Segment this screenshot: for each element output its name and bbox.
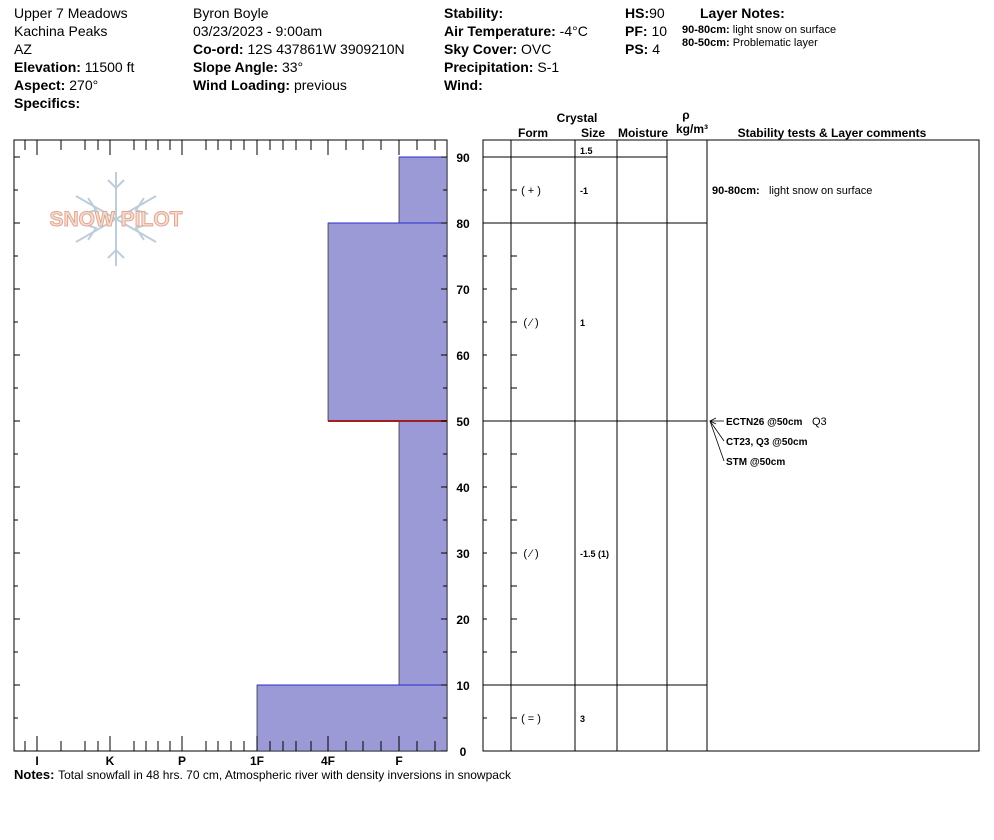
- layer-size-1: -1: [580, 186, 589, 196]
- observation-datetime: 03/23/2023 - 9:00am: [193, 23, 323, 39]
- precip-label: Precipitation:: [444, 59, 534, 75]
- wind-loading-value: previous: [293, 77, 347, 93]
- stability-test-result-3: STM @50cm: [726, 457, 786, 468]
- elevation-value: 11500 ft: [84, 59, 135, 75]
- hardness-layer-bar-2: [328, 223, 447, 421]
- ps-value: 4: [652, 41, 661, 57]
- aspect-label: Aspect:: [14, 77, 66, 93]
- layer-form-4: ( = ): [521, 713, 541, 725]
- layer-size-3: -1.5 (1): [580, 549, 610, 559]
- layer-form-3: ( ⁄ ): [523, 548, 539, 560]
- stability-test-leader-2: [710, 421, 724, 441]
- observer-name: Byron Boyle: [193, 5, 269, 21]
- y-tick-label-60: 60: [456, 349, 470, 363]
- y-tick-label-30: 30: [456, 547, 470, 561]
- sky-value: OVC: [521, 41, 552, 57]
- top-size-label: 1.5: [580, 146, 593, 156]
- stability-test-leader-3: [710, 421, 724, 461]
- hs-label: HS:: [625, 5, 650, 21]
- coord-label: Co-ord:: [193, 41, 244, 57]
- header-rho: ρ: [682, 108, 690, 122]
- layer-comment-text: light snow on surface: [769, 185, 873, 197]
- x-tick-label-F: F: [395, 754, 403, 768]
- header-comments: Stability tests & Layer comments: [737, 126, 927, 140]
- state-name: AZ: [14, 41, 32, 57]
- pf-label: PF:: [625, 23, 648, 39]
- layer-size-2: 1: [580, 318, 586, 328]
- x-tick-label-P: P: [177, 754, 187, 768]
- layer-form-2: ( ⁄ ): [523, 317, 539, 329]
- layer-notes-title-text: Layer Notes:: [700, 5, 785, 21]
- air-temp-label: Air Temperature:: [444, 23, 556, 39]
- elevation-label: Elevation:: [14, 59, 81, 75]
- stability-test-result-1: ECTN26 @50cm: [726, 417, 803, 428]
- y-tick-label-80: 80: [456, 217, 470, 231]
- layer-note-1-text: light snow on surface: [732, 24, 837, 36]
- stability-test-result-2: CT23, Q3 @50cm: [726, 437, 808, 448]
- y-tick-label-50: 50: [456, 415, 470, 429]
- aspect-value: 270°: [69, 77, 99, 93]
- notes-row: [14, 767, 511, 782]
- precip-value: S-1: [537, 59, 560, 75]
- layer-form-1: ( + ): [521, 185, 541, 197]
- y-tick-label-10: 10: [456, 679, 470, 693]
- hs-value: 90: [649, 5, 665, 21]
- wind-loading-label: Wind Loading:: [193, 77, 291, 93]
- y-tick-label-40: 40: [456, 481, 470, 495]
- slope-label: Slope Angle:: [193, 59, 279, 75]
- notes-value: Total snowfall in 48 hrs. 70 cm, Atmospheric river with density inversions in snowpack: [58, 768, 511, 782]
- snowpilot-logo-text: SNOW PILOT: [49, 208, 183, 231]
- hardness-layer-bar-3: [399, 421, 447, 685]
- wind-label: Wind:: [444, 77, 483, 93]
- header-moisture: Moisture: [617, 126, 669, 140]
- y-tick-label-70: 70: [456, 283, 470, 297]
- layer-size-4: 3: [580, 714, 586, 724]
- stability-test-quality-1: Q3: [812, 416, 827, 428]
- specifics-label: Specifics:: [14, 95, 81, 111]
- stability-label: Stability:: [444, 5, 504, 21]
- x-tick-label-I: I: [35, 754, 39, 768]
- y-tick-label-90: 90: [456, 151, 470, 165]
- layer-comment-range: 90-80cm:: [712, 185, 760, 197]
- ps-label: PS:: [625, 41, 649, 57]
- y-tick-label-0: 0: [459, 745, 467, 759]
- header-form: Form: [518, 126, 548, 140]
- location-name: Upper 7 Meadows: [14, 5, 128, 21]
- header-crystal: Crystal: [556, 111, 598, 125]
- layer-note-2-text: Problematic layer: [732, 37, 818, 49]
- area-name: Kachina Peaks: [14, 23, 108, 39]
- x-tick-label-K: K: [105, 754, 115, 768]
- coord-value: 12S 437861W 3909210N: [247, 41, 405, 57]
- x-tick-label-4F: 4F: [320, 754, 336, 768]
- notes-label: Notes:: [14, 767, 55, 782]
- sky-label: Sky Cover:: [444, 41, 518, 57]
- y-tick-label-20: 20: [456, 613, 470, 627]
- header-density-unit: kg/m³: [675, 122, 709, 136]
- layer-note-2-range: 80-50cm:: [682, 37, 730, 49]
- air-temp-value: -4°C: [559, 23, 588, 39]
- hardness-layer-bar-4: [257, 685, 447, 751]
- pf-value: 10: [651, 23, 668, 39]
- x-tick-label-1F: 1F: [249, 754, 265, 768]
- layer-note-1-range: 90-80cm:: [682, 24, 730, 36]
- slope-value: 33°: [281, 59, 304, 75]
- header-size: Size: [580, 126, 606, 140]
- hardness-layer-bar-1: [399, 157, 447, 223]
